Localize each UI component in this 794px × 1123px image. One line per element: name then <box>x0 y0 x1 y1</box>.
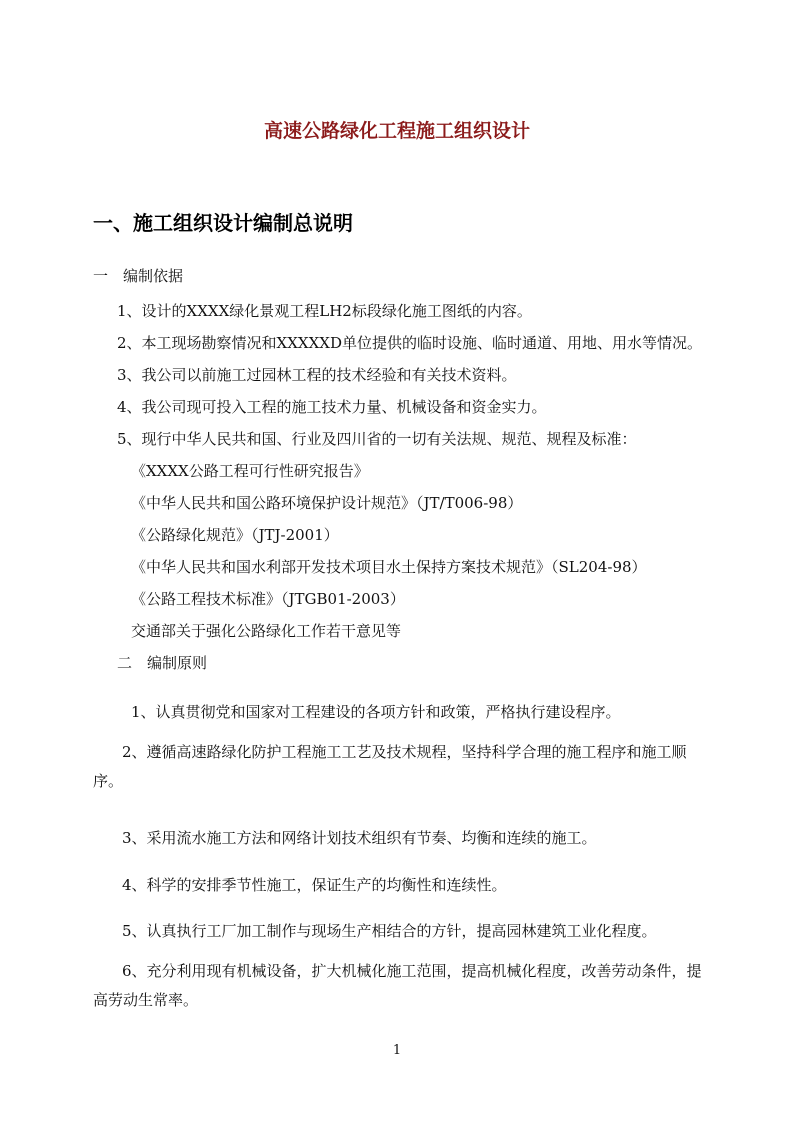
basis-item: 5、现行中华人民共和国、行业及四川省的一切有关法规、规范、规程及标准： <box>117 430 637 448</box>
principles-heading: 二 编制原则 <box>117 654 208 672</box>
principle-item: 4、科学的安排季节性施工，保证生产的均衡性和连续性。 <box>122 876 507 894</box>
standard-item: 《XXXX公路工程可行性研究报告》 <box>131 462 369 480</box>
basis-heading: 一 编制依据 <box>93 267 184 285</box>
basis-item: 1、设计的XXXX绿化景观工程LH2标段绿化施工图纸的内容。 <box>117 302 532 320</box>
standard-item: 交通部关于强化公路绿化工作若干意见等 <box>131 622 402 640</box>
page-number: 1 <box>392 1043 402 1058</box>
basis-item: 2、本工现场勘察情况和XXXXXD单位提供的临时设施、临时通道、用地、用水等情况。 <box>117 334 702 352</box>
section-heading: 一、施工组织设计编制总说明 <box>93 211 353 235</box>
standard-item: 《公路绿化规范》（JTJ-2001） <box>131 526 339 544</box>
basis-item: 4、我公司现可投入工程的施工技术力量、机械设备和资金实力。 <box>117 398 547 416</box>
principle-item: 6、充分利用现有机械设备，扩大机械化施工范围，提高机械化程度，改善劳动条件，提高劳动生常率。 <box>93 962 702 1009</box>
standard-item: 《公路工程技术标准》（JTGB01-2003） <box>131 590 405 608</box>
principle-item: 3、采用流水施工方法和网络计划技术组织有节奏、均衡和连续的施工。 <box>122 829 597 847</box>
standard-item: 《中华人民共和国水利部开发技术项目水土保持方案技术规范》（SL204-98） <box>131 558 647 576</box>
standard-item: 《中华人民共和国公路环境保护设计规范》（JT/T006-98） <box>131 494 523 512</box>
document-title: 高速公路绿化工程施工组织设计 <box>263 120 530 142</box>
principle-item: 5、认真执行工厂加工制作与现场生产相结合的方针，提高园林建筑工业化程度。 <box>122 922 657 940</box>
principle-item: 2、遵循高速路绿化防护工程施工工艺及技术规程，坚持科学合理的施工程序和施工顺序。 <box>93 743 687 790</box>
basis-item: 3、我公司以前施工过园林工程的技术经验和有关技术资料。 <box>117 366 517 384</box>
principle-item: 1、认真贯彻党和国家对工程建设的各项方针和政策，严格执行建设程序。 <box>131 703 621 721</box>
